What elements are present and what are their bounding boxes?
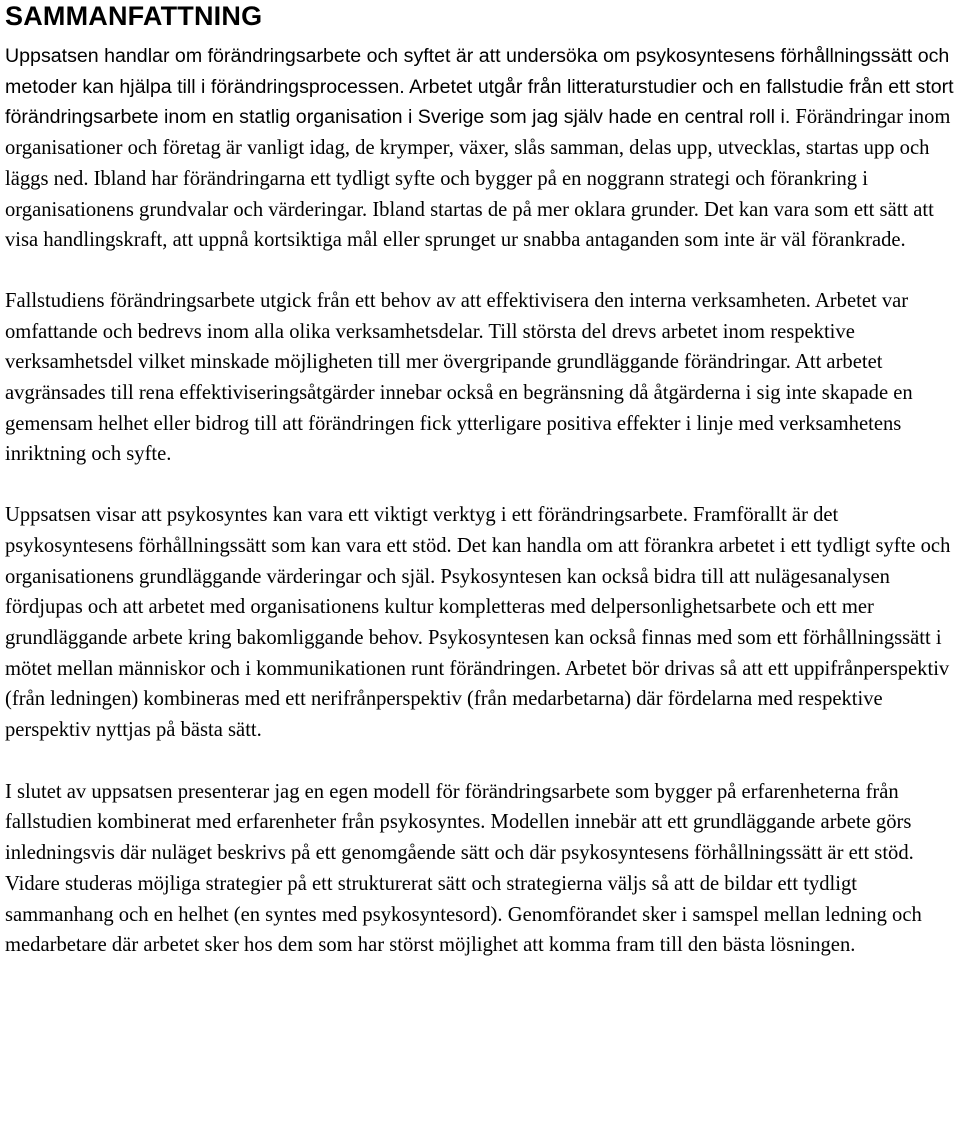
paragraph-2: Fallstudiens förändringsarbete utgick från ett behov av att effektivisera den interna verksamheten. Arbetet var omfattande och bedrevs inom alla olika verksamhetsdelar. Till största del drevs arbetet inom respektive verksamhetsdel vilket minskade möjligheten till mer övergripande grundläggande förändringar. Att arbetet avgränsades till rena effektiviseringsåtgärder innebar också en begränsning då åtgärderna i sig inte skapade en gemensam helhet eller bidrog till att förändringen fick ytterligare positiva effekter i linje med verksamhetens inriktning och syfte.	[5, 289, 913, 466]
paragraph-1-sans-text: Uppsatsen handlar om förändringsarbete och syftet är att undersöka om psykosyntesens förhållningssätt och metoder kan hjälpa till i förändringsprocessen. Arbetet utgår från litteraturstudier och en fallstudie från ett stort förändringsarbete inom en statlig organisation i Sverige som jag själv hade en central roll i.	[5, 45, 954, 129]
paragraph-4: I slutet av uppsatsen presenterar jag en egen modell för förändringsarbete som bygger på erfarenheterna från fallstudien kombinerat med erfarenheter från psykosyntes. Modellen innebär att ett grundläggande arbete görs inledningsvis där nuläget beskrivs på ett genomgående sätt och där psykosyntesens förhållningssätt är ett stöd. Vidare studeras möjliga strategier på ett strukturerat sätt och strategierna väljs så att de bildar ett tydligt sammanhang och en helhet (en syntes med psykosyntesord). Genomförandet sker i samspel mellan ledning och medarbetare där arbetet sker hos dem som har störst möjlighet att komma fram till den bästa lösningen.	[5, 780, 922, 957]
paragraph-1	[5, 41, 957, 256]
paragraph-1-serif-text: Förändringar inom organisationer och företag är vanligt idag, de krymper, växer, slås samman, delas upp, utvecklas, startas upp och läggs ned. Ibland har förändringarna ett tydligt syfte och bygger på en noggrann strategi och förankring i organisationens grundvalar och värderingar. Ibland startas de på mer oklara grunder. Det kan vara som ett sätt att visa handlingskraft, att uppnå kortsiktiga mål eller sprunget ur snabba antaganden som inte är väl förankrade.	[5, 106, 951, 252]
paragraph-3: Uppsatsen visar att psykosyntes kan vara ett viktigt verktyg i ett förändringsarbete. Framförallt är det psykosyntesens förhållningssätt som kan vara ett stöd. Det kan handla om att förankra arbetet i ett tydligt syfte och organisationens grundläggande värderingar och själ. Psykosyntesen kan också bidra till att nulägesanalysen fördjupas och att arbetet med organisationens kultur kompletteras med delpersonlighetsarbete och ett mer grundläggande arbete kring bakomliggande behov. Psykosyntesen kan också finnas med som ett förhållningssätt i mötet mellan människor och i kommunikationen runt förändringen. Arbetet bör drivas så att ett uppifrånperspektiv (från ledningen) kombineras med ett nerifrånperspektiv (från medarbetarna) där fördelarna med respektive perspektiv nyttjas på bästa sätt.	[5, 504, 951, 742]
document-page	[5, 0, 957, 961]
section-heading: SAMMANFATTNING	[5, 1, 263, 31]
